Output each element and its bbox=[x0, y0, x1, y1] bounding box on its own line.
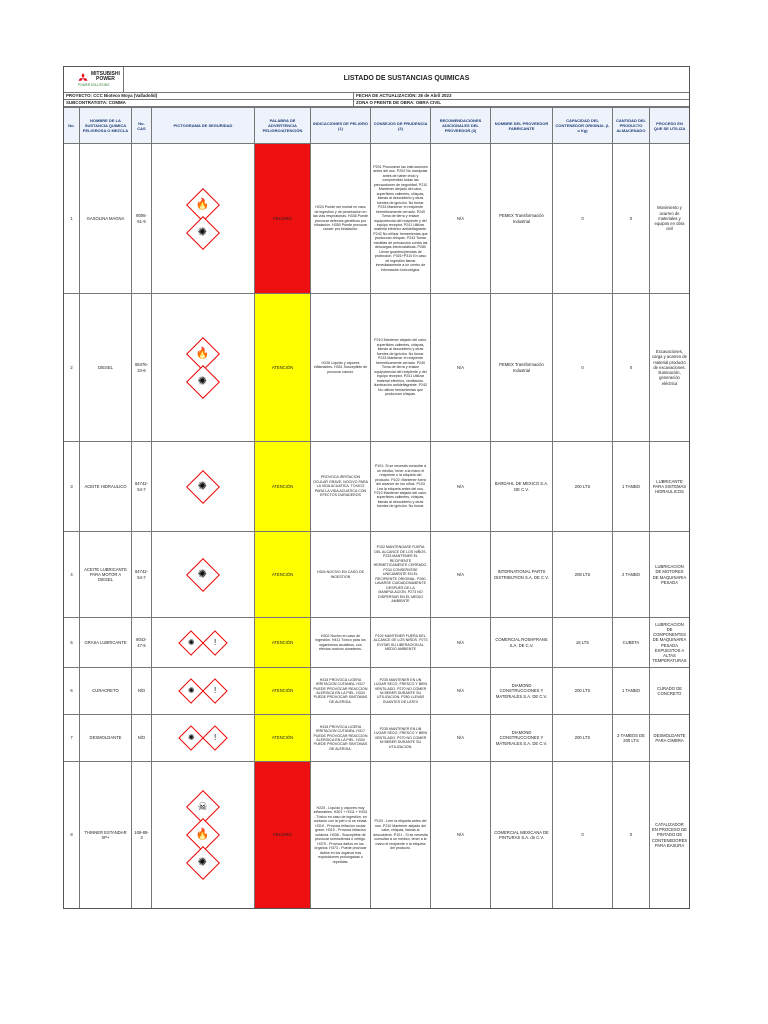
cell-prudence: P201 Procurarse las instrucciones antes del uso. P202 No manipular antes de haber leído y comprendido todas las precauciones de seguridad. P210 Mantener alejado del calor, superficies calientes, chispas, llamas al descubierto y otras fuentes de ignición. No fumar. P233 Mantener el recipiente herméticamente cerrado. P240 Toma de tierra y enlace equipotencial del recipiente y del equipo receptor. P241 Utilizar material eléctrico antideflagrante. P242 No utilizar herramientas que produzcan chispas. P243 Tomar medidas de precaución contra las descargas electrostáticas. P280 Llevar guantes/prendas de protección. P301+P310 En caso de ingestión llamar inmediatamente a un centro de información toxicológica. bbox=[371, 144, 431, 293]
flame-icon: 🔥 bbox=[186, 188, 220, 222]
cell-supplier: COMERCIAL MEXICANA DE PINTURAS S.A. de C.V. bbox=[491, 762, 553, 908]
cell-supplier: DIAMOND CONSTRUCCIONES Y MATERIALES S.A. DE C.V. bbox=[491, 715, 553, 761]
health-hazard-icon: ✺ bbox=[178, 678, 203, 703]
cell-quantity: 0 bbox=[613, 762, 650, 908]
cell-hazard: PROVOCA IRRITACION OCULAR GRAVE. NOCIVO PARA LA VIDA ACUATICA. TOXICO PARA LA VIDA ACUATICA CON EFECTOS DURADEROS bbox=[311, 442, 371, 531]
cell-signal: ATENCIÓN bbox=[255, 618, 311, 667]
cell-process: CURADO DE CONCRETO bbox=[656, 685, 683, 696]
cell-supplier: BARDAHL DE MEXICO S.A. DE C.V. bbox=[491, 442, 553, 531]
cell-recommend: N/A bbox=[431, 668, 491, 714]
project-label: PROYECTO: CCC Bioteco Moya (Valladolid) bbox=[64, 93, 354, 99]
pictogram-cell bbox=[152, 144, 255, 293]
cell-signal: PELIGRO bbox=[255, 144, 311, 293]
cell-name: GASOLINA MAGNA bbox=[80, 144, 132, 293]
cell-no: 1 bbox=[64, 144, 80, 293]
flame-icon: 🔥 bbox=[186, 337, 220, 371]
cell-no: 5 bbox=[64, 618, 80, 667]
cell-prudence: P102 MANTENER FUERA DEL ALCANCE DE LOS NIÑOS. P273 EVITAR SU LIBERACION AL MEDIO AMBIENTE bbox=[371, 618, 431, 667]
cell-process: DESMOLDANTE PARA CIMBRA bbox=[653, 732, 686, 743]
cell-name: THINNER ESTANDAR XP+ bbox=[80, 762, 132, 908]
cell-supplier: PEMEX Transformación Industrial bbox=[491, 144, 553, 293]
cell-name: DIESEL bbox=[80, 294, 132, 441]
cell-capacity: 200 LTS bbox=[553, 668, 613, 714]
pictogram-cell bbox=[152, 442, 255, 531]
table-row bbox=[64, 618, 689, 668]
column-header: No. CAS bbox=[132, 108, 152, 143]
column-header: NOMBRE DE LA SUSTANCIA QUIMICA PELIGROSA O MEZCLA bbox=[80, 108, 132, 143]
cell-quantity: CUBETA bbox=[613, 618, 650, 667]
cell-supplier: COMERCIAL ROSHFRANS S.A. DE C.V. bbox=[491, 618, 553, 667]
cell-cas: 108-88-3 bbox=[132, 762, 152, 908]
cell-capacity: 18 LTS bbox=[553, 618, 613, 667]
cell-cas: 68476-34-6 bbox=[132, 294, 152, 441]
cell-process: Excavaciones, carga y acarreo de material producto de excavaciones. Iluminación, generación eléctrica bbox=[652, 349, 687, 386]
cell-quantity: 2 TAMBO bbox=[613, 532, 650, 617]
column-header: No. bbox=[64, 108, 80, 143]
column-header: CONSEJOS DE PRUDENCIA (2) bbox=[371, 108, 431, 143]
cell-recommend: N/A bbox=[431, 618, 491, 667]
cell-no: 3 bbox=[64, 442, 80, 531]
cell-no: 8 bbox=[64, 762, 80, 908]
cell-recommend: N/A bbox=[431, 442, 491, 531]
cell-hazard: H224 Puede ser mortal en caso de ingestión y de penetración en las vías respiratorias. H336 Puede provocar defectos genéticos por inhalación. H350 Puede provocar cáncer por inhalación. bbox=[311, 144, 371, 293]
exclamation-icon: ! bbox=[202, 725, 227, 750]
cell-no: 6 bbox=[64, 668, 80, 714]
cell-prudence: P210 Mantener alejado del calor, superficies calientes, chispas, llamas al descubierto y otras fuentes de ignición. No fumar. P233 Mantener el recipiente herméticamente cerrado. P240 Toma de tierra y enlace equipotencial del recipiente y del equipo receptor. P241 Utilizar material eléctrico, ventilación, iluminación antideflagrante. P242 No utilizar herramientas que produzcan chispas. bbox=[371, 294, 431, 441]
table-row bbox=[64, 144, 689, 294]
cell-quantity: 1 TAMBO bbox=[613, 442, 650, 531]
company-logo bbox=[64, 67, 124, 92]
cell-name: DESMOLDANTE bbox=[80, 715, 132, 761]
cell-cas: 64742-54-7 bbox=[132, 532, 152, 617]
table-row bbox=[64, 442, 689, 532]
cell-hazard: H226 Líquido y vapores inflamables. H351 Susceptible de provocar cáncer. bbox=[311, 294, 371, 441]
column-header: CANTIDAD DEL PRODUCTO ALMACENADO bbox=[613, 108, 650, 143]
health-hazard-icon: ✺ bbox=[186, 365, 220, 399]
cell-recommend: N/A bbox=[431, 294, 491, 441]
cell-signal: ATENCIÓN bbox=[255, 442, 311, 531]
cell-signal: PELIGRO bbox=[255, 762, 311, 908]
health-hazard-icon: ✺ bbox=[178, 630, 203, 655]
zone-label: ZONA O FRENTE DE OBRA: OBRA CIVIL bbox=[356, 100, 442, 106]
cell-signal: ATENCIÓN bbox=[255, 294, 311, 441]
cell-supplier: DIAMOND CONSTRUCCIONES Y MATERIALES S.A. DE C.V. bbox=[491, 668, 553, 714]
cell-process: LUBRICANTE PARA SISTEMAS HIDRAULICOS bbox=[652, 478, 687, 495]
cell-process: LUBRICACION DE COMPONENTES DE MAQUINARIA PESADA EXPUESTOS A ALTAS TEMPERATURAS bbox=[652, 621, 687, 664]
exclamation-icon: ! bbox=[202, 678, 227, 703]
title-row bbox=[64, 67, 689, 93]
health-hazard-icon: ✺ bbox=[178, 725, 203, 750]
subcontractor-label: SUBCONTRATISTA: COMMA bbox=[64, 100, 354, 106]
cell-cas: N/D bbox=[132, 715, 152, 761]
cell-hazard: H315 PROVOCA LIGERA IRRITACION CUTANEA. H317 PUEDE PROVOCAR REACCION ALERGICA EN LA PIEL. H334 PUEDE PROVOCAR SINTOMAS DE ALERGIA. bbox=[311, 668, 371, 714]
logo-line2: POWER bbox=[96, 76, 115, 82]
logo-line1: MITSUBISHI bbox=[91, 70, 120, 77]
column-header: PROCESO EN QUE SE UTILIZA bbox=[650, 108, 689, 143]
update-date: FECHA DE ACTUALIZACIÓN: 26 de Abril 2023 bbox=[356, 93, 452, 99]
cell-recommend: N/A bbox=[431, 762, 491, 908]
table-row bbox=[64, 294, 689, 442]
cell-prudence: P235 MANTENER EN UN LUGAR SECO, FRESCO Y BIEN VENTILADO. P270 NO COMER NI BEBER DURANTE SU UTILIZACION. bbox=[371, 715, 431, 761]
pictogram-cell bbox=[152, 762, 255, 908]
cell-capacity: 200 LTS bbox=[553, 442, 613, 531]
pictogram-cell bbox=[152, 668, 255, 714]
column-header: NOMBRE DEL PROVEEDOR FABRICANTE bbox=[491, 108, 553, 143]
cell-no: 4 bbox=[64, 532, 80, 617]
pictogram-cell bbox=[152, 294, 255, 441]
cell-process: CATALIZADOR EN PROCESO DE PINTADO DE CONTENEDORES PARA BASURA bbox=[651, 821, 688, 848]
cell-hazard: H315 PROVOCA LIGERA IRRITACION CUTANEA. H317 PUEDE PROVOCAR REACCION ALERGICA EN LA PIEL. H334 PUEDE PROVOCAR SINTOMAS DE ALERGIA. bbox=[311, 715, 371, 761]
column-header: INDICACIONES DE PELIGRO (1) bbox=[311, 108, 371, 143]
cell-cas: 8006-61-9 bbox=[132, 144, 152, 293]
cell-prudence: P103 - Leer la etiqueta antes del uso. P210 Mantener alejado del calor, chispas, llamas al descubierto. P101 - Si se necesita consultar a un médico, tener a la mano el recipiente o la etiqueta del producto. bbox=[371, 762, 431, 908]
health-hazard-icon: ✺ bbox=[186, 470, 220, 504]
cell-prudence: P101: Si se necesita consultar a un médico, tener a la mano el recipiente o la etiqueta del producto. P102: Mantener fuera del alcance de los niños. P103 Lea la etiqueta antes del uso. P210 Mantener alejado del calor, superficies calientes, chispas, llamas al descubierto y otras fuentes de ignición. No fumar. bbox=[371, 442, 431, 531]
table-row bbox=[64, 668, 689, 715]
health-hazard-icon: ✺ bbox=[186, 558, 220, 592]
pictogram-cell bbox=[152, 618, 255, 667]
table-row bbox=[64, 532, 689, 618]
cell-recommend: N/A bbox=[431, 144, 491, 293]
column-header: RECOMENDACIONES ADICIONALES DEL PROVEEDOR (3) bbox=[431, 108, 491, 143]
cell-recommend: N/A bbox=[431, 532, 491, 617]
cell-cas: 8042-47-5 bbox=[132, 618, 152, 667]
cell-quantity: 1 TAMBO bbox=[613, 668, 650, 714]
mitsubishi-diamonds-icon bbox=[78, 73, 88, 82]
table-row bbox=[64, 715, 689, 762]
cell-name: GRASA LUBRICANTE bbox=[80, 618, 132, 667]
info-row-2 bbox=[64, 100, 689, 107]
chemical-rows bbox=[64, 144, 689, 908]
column-header-row bbox=[64, 108, 689, 144]
cell-supplier: PEMEX Transformación Industrial bbox=[491, 294, 553, 441]
cell-quantity: 0 bbox=[613, 294, 650, 441]
cell-cas: 64742-54-7 bbox=[132, 442, 152, 531]
cell-cas: N/D bbox=[132, 668, 152, 714]
cell-capacity: 200 LTS bbox=[553, 715, 613, 761]
logo-sub: POWER SOLUTIONS bbox=[78, 83, 110, 88]
chemical-list-sheet bbox=[63, 66, 690, 909]
cell-capacity: 0 bbox=[553, 762, 613, 908]
cell-process: LUBRICACION DE MOTORES DE MAQUINARIA PESADA bbox=[652, 564, 687, 585]
column-header: PALABRA DE ADVERTENCIA PELIGRO/ATENCIÓN bbox=[255, 108, 311, 143]
cell-quantity: 0 bbox=[613, 144, 650, 293]
cell-hazard: H304 NOCIVO EN CASO DE INGESTION bbox=[311, 532, 371, 617]
cell-signal: ATENCIÓN bbox=[255, 668, 311, 714]
cell-recommend: N/A bbox=[431, 715, 491, 761]
cell-capacity: 0 bbox=[553, 294, 613, 441]
column-header: PICTOGRAMA DE SEGURIDAD bbox=[152, 108, 255, 143]
cell-name: ACEITE HIDRAULICO bbox=[80, 442, 132, 531]
cell-signal: ATENCIÓN bbox=[255, 532, 311, 617]
cell-capacity: 208 LTS bbox=[553, 532, 613, 617]
cell-process: Movimiento y acarreo de materiales y equipos en obra civil bbox=[654, 205, 685, 232]
cell-no: 7 bbox=[64, 715, 80, 761]
column-header: CAPACIDAD DEL CONTENEDOR ORIGINAL (L o Kg) bbox=[553, 108, 613, 143]
cell-name: CURACRETO bbox=[80, 668, 132, 714]
cell-prudence: P235 MANTENER EN UN LUGAR SECO, FRESCO Y BIEN VENTILADO. P270 NO COMER NI BEBER DURANTE SU UTILIZACION. P280 LLEVAR GUANTES DE LATEX bbox=[371, 668, 431, 714]
flame-icon: 🔥 bbox=[186, 818, 220, 852]
cell-supplier: INTERNATIONAL PARTS DISTRIBUTION S.A. DE C.V. bbox=[491, 532, 553, 617]
health-hazard-icon: ✺ bbox=[186, 846, 220, 880]
cell-name: ACEITE LUBRICANTE PARA MOTOR A DIESEL bbox=[80, 532, 132, 617]
cell-capacity: 0 bbox=[553, 144, 613, 293]
cell-hazard: H225 - Líquido y vapores muy inflamables. H301 + H311 + H331 - Tóxico en caso de ingestión, en contacto con la piel o si se inhala. H319 - Provoca irritación ocular grave. H315 - Provoca irritación cutánea. H336 - Susceptible de provocar somnolencia o vértigo. H370 - Provoca daños en los órganos. H373 - Puede provocar daños en los órganos tras exposiciones prolongadas o repetidas. bbox=[311, 762, 371, 908]
pictogram-cell bbox=[152, 532, 255, 617]
cell-prudence: P102 MANTENGASE FUERA DEL ALCANCE DE LOS NIÑOS. P233 MANTENER EL RECIPIENTE HERMETICAMENTE CERRADO. P234 CONSERVESE UNICAMENTE EN EL RECIPIENTE ORIGINAL. P260 LAVARSE CUIDADOSAMENTE DESPUES DE LA MANIPULACION. P273 NO DISPERSAR EN EL MEDIO AMBIENTE bbox=[371, 532, 431, 617]
cell-signal: ATENCIÓN bbox=[255, 715, 311, 761]
document-title: LISTADO DE SUSTANCIAS QUIMICAS bbox=[343, 75, 470, 83]
cell-hazard: H302 Nocivo en caso de ingestión. H411 Tóxico para los organismos acuáticos, con efectos nocivos duraderos. bbox=[311, 618, 371, 667]
skull-icon: ☠ bbox=[186, 790, 220, 824]
table-row bbox=[64, 762, 689, 908]
cell-no: 2 bbox=[64, 294, 80, 441]
health-hazard-icon: ✺ bbox=[186, 216, 220, 250]
info-row-1 bbox=[64, 93, 689, 100]
cell-quantity: 2 TAMBOS DE 200 LTS bbox=[613, 715, 650, 761]
exclamation-icon: ! bbox=[202, 630, 227, 655]
pictogram-cell bbox=[152, 715, 255, 761]
